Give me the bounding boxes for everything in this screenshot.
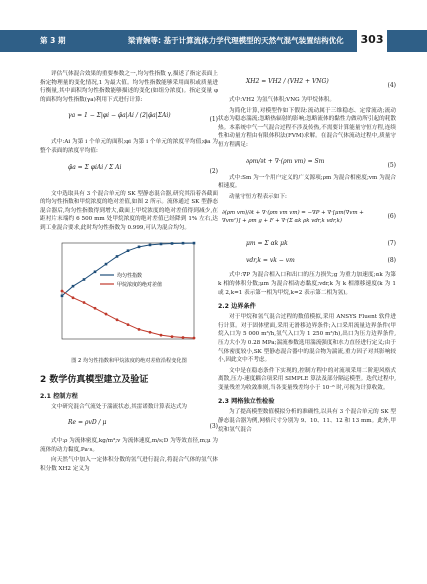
data-point (94, 270, 97, 273)
issue-number: 第 3 期 (40, 36, 66, 45)
data-point (116, 318, 119, 321)
data-point (182, 241, 185, 244)
equation-number: (5) (387, 161, 396, 169)
equation-number: (1) (209, 116, 218, 124)
data-point (61, 294, 64, 297)
equation-body: μm = Σ αk μk (246, 240, 288, 248)
data-point (127, 249, 130, 252)
paragraph: 式中:VH2 为氢气体积;VNG 为甲烷体积。 (229, 97, 335, 103)
equation-2 (40, 158, 218, 188)
data-point (116, 255, 119, 258)
data-point (160, 242, 163, 245)
data-point (72, 296, 75, 299)
page-header (0, 30, 427, 52)
figure-caption: 图 2 均匀性指数和甲烷浓度的绝对差值沿程变化图 (71, 357, 187, 364)
paragraph: 文中选取具有 3 个混合单元的 SK 型静态混合器,研究其沿着各截面的均匀性指数和甲烷浓度的绝对差值,如图 2 所示。流体通过 SK 型静态混合器后,均匀性指数得到增大,截面上甲烷浓度的绝对差值得到减少,在距衬片末端约 6 500 mm 处甲烷浓度的绝对差值已经降到 1% 左右,达到工业混合要求,此时均匀性指数为 0.999,可认为混合均匀。 (40, 190, 218, 231)
equation-body: ∂(ρm vm)/∂t + ∇·(ρm vm vm) = −∇P + ∇·[μm(∇vm + ∇vmᵀ)] + ρm g + F + ∇·(Σ αk ρk vdr,k vdr,k) (222, 210, 364, 225)
data-point (94, 306, 97, 309)
equation-body: Re = ρvD / μ (68, 419, 107, 427)
data-point (171, 335, 174, 338)
paragraph: 式中:Sm 为一个用户定义的广义源项;ρm 为混合相密度;vm 为混合相速度。 (218, 174, 396, 190)
figure-2 (40, 237, 218, 355)
page-number: 303 (357, 26, 387, 54)
paragraph: 式中:∇P 为混合相入口和出口的压力损失;g 为重力加速度;αk 为第 k 相的体积分数;μm 为混合相动态黏度;vdr,k 为 k 相漂移速度(k 为 1 或 2,k=1 表示第一相为甲烷,k=2 表示第二相为氢)。 (218, 272, 396, 296)
data-point (138, 328, 141, 331)
legend-entry: 甲烷浓度的绝对差值 (117, 281, 163, 288)
equation-6 (218, 203, 396, 235)
data-point (149, 243, 152, 246)
paragraph: 对于甲烷和氢气混合过程的数值模拟,采用 ANSYS Fluent 软件进行计算。对于固体壁面,采用无滑移边界条件;入口采用流量边界条件(甲烷入口为 5 000 m³/h,氢气入口为 1 250 m³/h),出口为压力边界条件,压力大小为 0.28 MPa;湍流参数选用湍流强度和水力直径进行定义;由于气体密度较小,SK 型静态混合器中的混合物为湍流,重力因子对其影响较小,因此文中不考虑。 (218, 314, 396, 364)
equation-number: (7) (387, 240, 396, 248)
equation-body: XH2 = VH2 / (VH2 + VNG) (246, 78, 329, 85)
equation-number: (8) (387, 257, 396, 265)
equation-number: (4) (387, 82, 396, 89)
data-point (83, 301, 86, 304)
data-point (171, 242, 174, 245)
equation-5 (218, 152, 396, 172)
data-point (149, 330, 152, 333)
data-point (72, 284, 75, 287)
subsection-heading: 2.3 网格独立性检验 (218, 398, 275, 406)
equation-number: (2) (209, 167, 218, 175)
equation-7 (218, 237, 396, 253)
paragraph: 文中是在稳态条件下实现的,控制方程中的对流项采用二阶迎风格式离散,压力-速度耦合项采用 SIMPLE 算法及部分隔运模型。迭代过程中,变量残差为收敛准则,当各变量残差均小于 10⁻⁶ 时,可视为计算收敛。 (218, 367, 396, 391)
left-column (40, 70, 218, 476)
equation-body: φ̄a = Σ φiAi / Σ Ai (68, 163, 122, 171)
equation-number: (6) (387, 213, 396, 221)
paragraph: 为简化计算,对模型作如下假设:流动属于三维稳态、定常流动;流动状态为稳态湍流;忽略热辐射的影响;忽略流体的黏性力做功所引起的耗散热。本系统中气一气混合过程不涉及传热,不需要计算能量守恒方程,连续性和动量方程由有限体积法(FVM)求解。在混合气体流动过程中,质量守恒方程满足: (218, 107, 396, 148)
data-point (160, 333, 163, 336)
data-point (105, 312, 108, 315)
equation-body: γa = 1 − Σ|φi − φ̄a|Ai / (2|φ̄a|ΣAi) (68, 112, 171, 120)
subsection-heading: 2.1 控制方程 (40, 392, 78, 400)
running-title: 梁青婉等: 基于计算流体力学代理模型的天然气混气装置结构优化 (128, 36, 344, 45)
data-point (193, 241, 196, 244)
equation-3 (40, 413, 218, 435)
equation-1 (40, 106, 218, 136)
data-point (105, 262, 108, 265)
equation-8 (218, 255, 396, 269)
data-point (182, 336, 185, 339)
paragraph: 向天然气中加入一定体积分数的氢气进行混合,将混合气体的氢气体积分数 XH2 定义为 (40, 457, 218, 472)
equation-number: (3) (209, 423, 218, 431)
paragraph: 式中:Ai 为第 i 个单元的面积;φi 为第 i 个单元的浓度平均值;φ̄a 为整个表面的浓度平均值: (40, 139, 218, 154)
right-column (218, 70, 396, 436)
data-point (193, 336, 196, 339)
paragraph: 为了提高模型数值模拟分析的准确性,以具有 3 个混合单元的 SK 型静态混合器为例,网格尺寸分别为 9、10、11、12 和 13 mm。此外,甲烷和氢气混合 (218, 409, 396, 433)
data-point (83, 278, 86, 281)
data-point (138, 245, 141, 248)
paragraph: 评估气体混合效果的重要参数之一,均匀性指数 γ,描述了指定表面上指定物理量的变化情况,1 为最大值。均匀性指数能够采用面积或质量进行衡量,其中面积均匀性指数能够描述的变化(如组分浓度)。指定变量 φ 的面积均匀性指数(γa)利用下式进行计算: (40, 71, 218, 103)
line-chart (40, 237, 218, 355)
equation-4 (218, 72, 396, 94)
paragraph: 式中:ρ 为流体密度,kg/m³;v 为流体速度,m/s;D 为等效直径,m;μ 为流体的动力黏度,Pa·s。 (40, 438, 219, 453)
data-point (61, 289, 64, 292)
section-heading: 2 数学仿真模型建立及验证 (40, 374, 149, 385)
subsection-heading: 2.2 边界条件 (218, 303, 256, 311)
data-point (127, 323, 130, 326)
paragraph: 文中研究混合气流处于湍流状态,其雷诺数计算表达式为 (51, 403, 188, 410)
legend-entry: 均匀性指数 (117, 272, 143, 279)
equation-body: vdr,k = vk − vm (246, 257, 295, 265)
equation-body: ∂ρm/∂t + ∇·(ρm vm) = Sm (246, 157, 325, 165)
paragraph: 动量守恒方程表示如下: (229, 193, 287, 200)
